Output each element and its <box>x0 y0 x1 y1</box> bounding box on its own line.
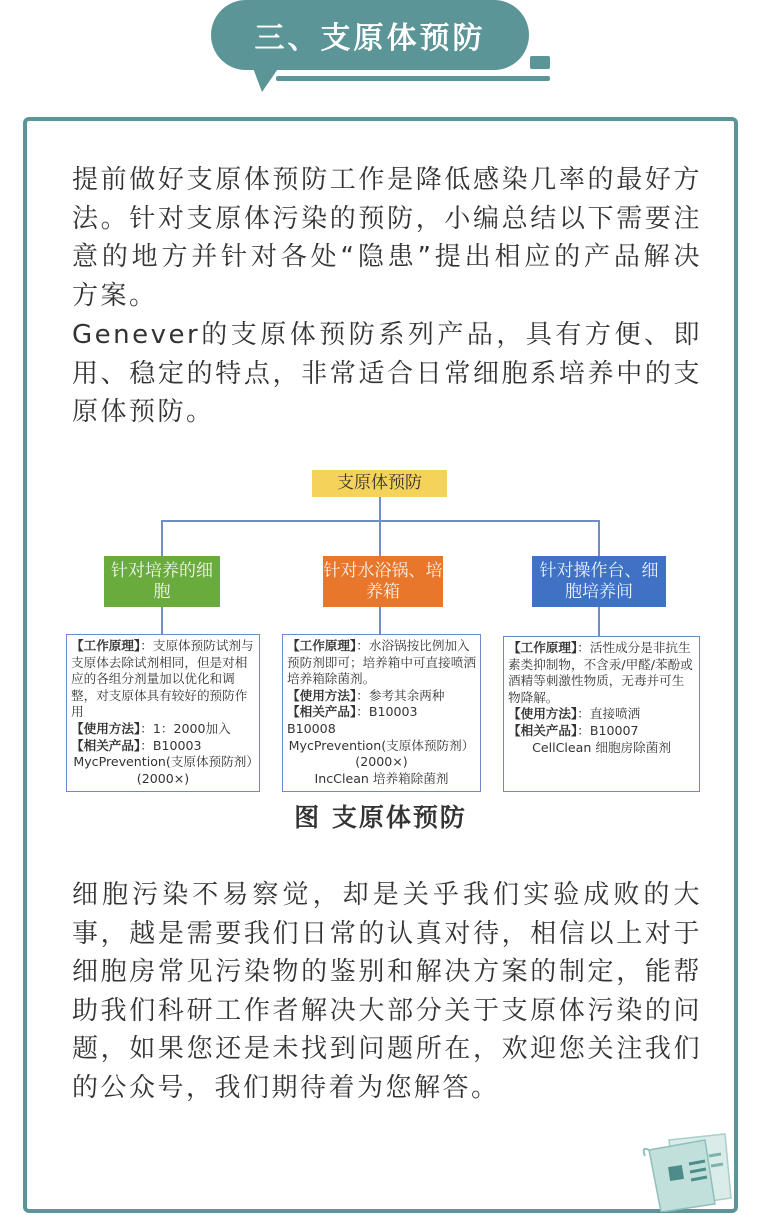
document-icon <box>639 1126 735 1212</box>
info-box-cells <box>66 634 260 792</box>
info-line: CellClean 细胞房除菌剂 <box>532 739 671 755</box>
info-line: 【相关产品】：B10003 <box>71 737 202 753</box>
info-box-waterbath <box>282 634 481 792</box>
connector-left <box>161 520 163 556</box>
info-line: 【使用方法】：直接喷洒 <box>508 706 641 722</box>
info-line: 【工作原理】：活性成分是非抗生素类抑制物，不含汞/甲醛/苯酚或酒精等刺激性物质，无毒并可生物降解。 <box>508 640 693 705</box>
info-line: 【使用方法】：参考其余两种 <box>287 687 445 703</box>
info-line: 【相关产品】：B10003 <box>287 704 418 720</box>
section-title: 三、支原体预防 <box>254 21 486 56</box>
header-accent-dash <box>530 56 550 69</box>
info-line: 【工作原理】：水浴锅按比例加入预防剂即可；培养箱中可直接喷洒培养箱除菌剂。 <box>287 638 476 687</box>
conclusion-paragraph: 细胞污染不易察觉，却是关乎我们实验成败的大事，越是需要我们日常的认真对待，相信以上对于细胞房常见污染物的鉴别和解决方案的制定，能帮助我们科研工作者解决大部分关于支原体污染的问题，如果您还是未找到问题所在，欢迎您关注我们的公众号，我们期待着为您解答。 <box>72 880 702 1103</box>
diagram-root-node: 支原体预防 <box>312 470 447 497</box>
section-header <box>211 0 529 70</box>
connector-root <box>379 497 381 521</box>
info-box-workbench <box>503 636 700 792</box>
info-line: MycPrevention(支原体预防剂）(2000×) <box>288 737 475 770</box>
header-underline <box>276 76 550 81</box>
intro-paragraph: 提前做好支原体预防工作是降低感染几率的最好方法。针对支原体污染的预防，小编总结以下需要注意的地方并针对各处“隐患”提出相应的产品解决方案。 <box>72 165 702 311</box>
info-line: 【工作原理】：支原体预防试剂与支原体去除试剂相同，但是对相应的各组分剂量加以优化和调整，对支原体具有较好的预防作用 <box>71 638 254 720</box>
diagram-node-waterbath: 针对水浴锅、培养箱 <box>323 556 443 607</box>
info-line: 【相关产品】：B10007 <box>508 722 639 738</box>
diagram-node-cells: 针对培养的细胞 <box>104 556 220 607</box>
info-line: 【使用方法】：1：2000加入 <box>71 720 231 736</box>
content-card <box>23 117 738 1213</box>
diagram-node-workbench: 针对操作台、细胞培养间 <box>532 556 666 607</box>
connector-right-down <box>598 607 600 636</box>
connector-middle <box>379 520 381 556</box>
info-line: IncClean 培养箱除菌剂 <box>314 770 449 786</box>
info-line: MycPrevention(支原体预防剂）(2000×) <box>73 754 253 786</box>
connector-left-down <box>161 607 163 634</box>
diagram-caption: 图 支原体预防 <box>294 803 467 832</box>
connector-right <box>598 520 600 556</box>
connector-middle-down <box>379 607 381 634</box>
info-line: B10008 <box>287 720 336 736</box>
product-paragraph: Genever的支原体预防系列产品，具有方便、即用、稳定的特点，非常适合日常细胞系培养中的支原体预防。 <box>72 320 702 427</box>
